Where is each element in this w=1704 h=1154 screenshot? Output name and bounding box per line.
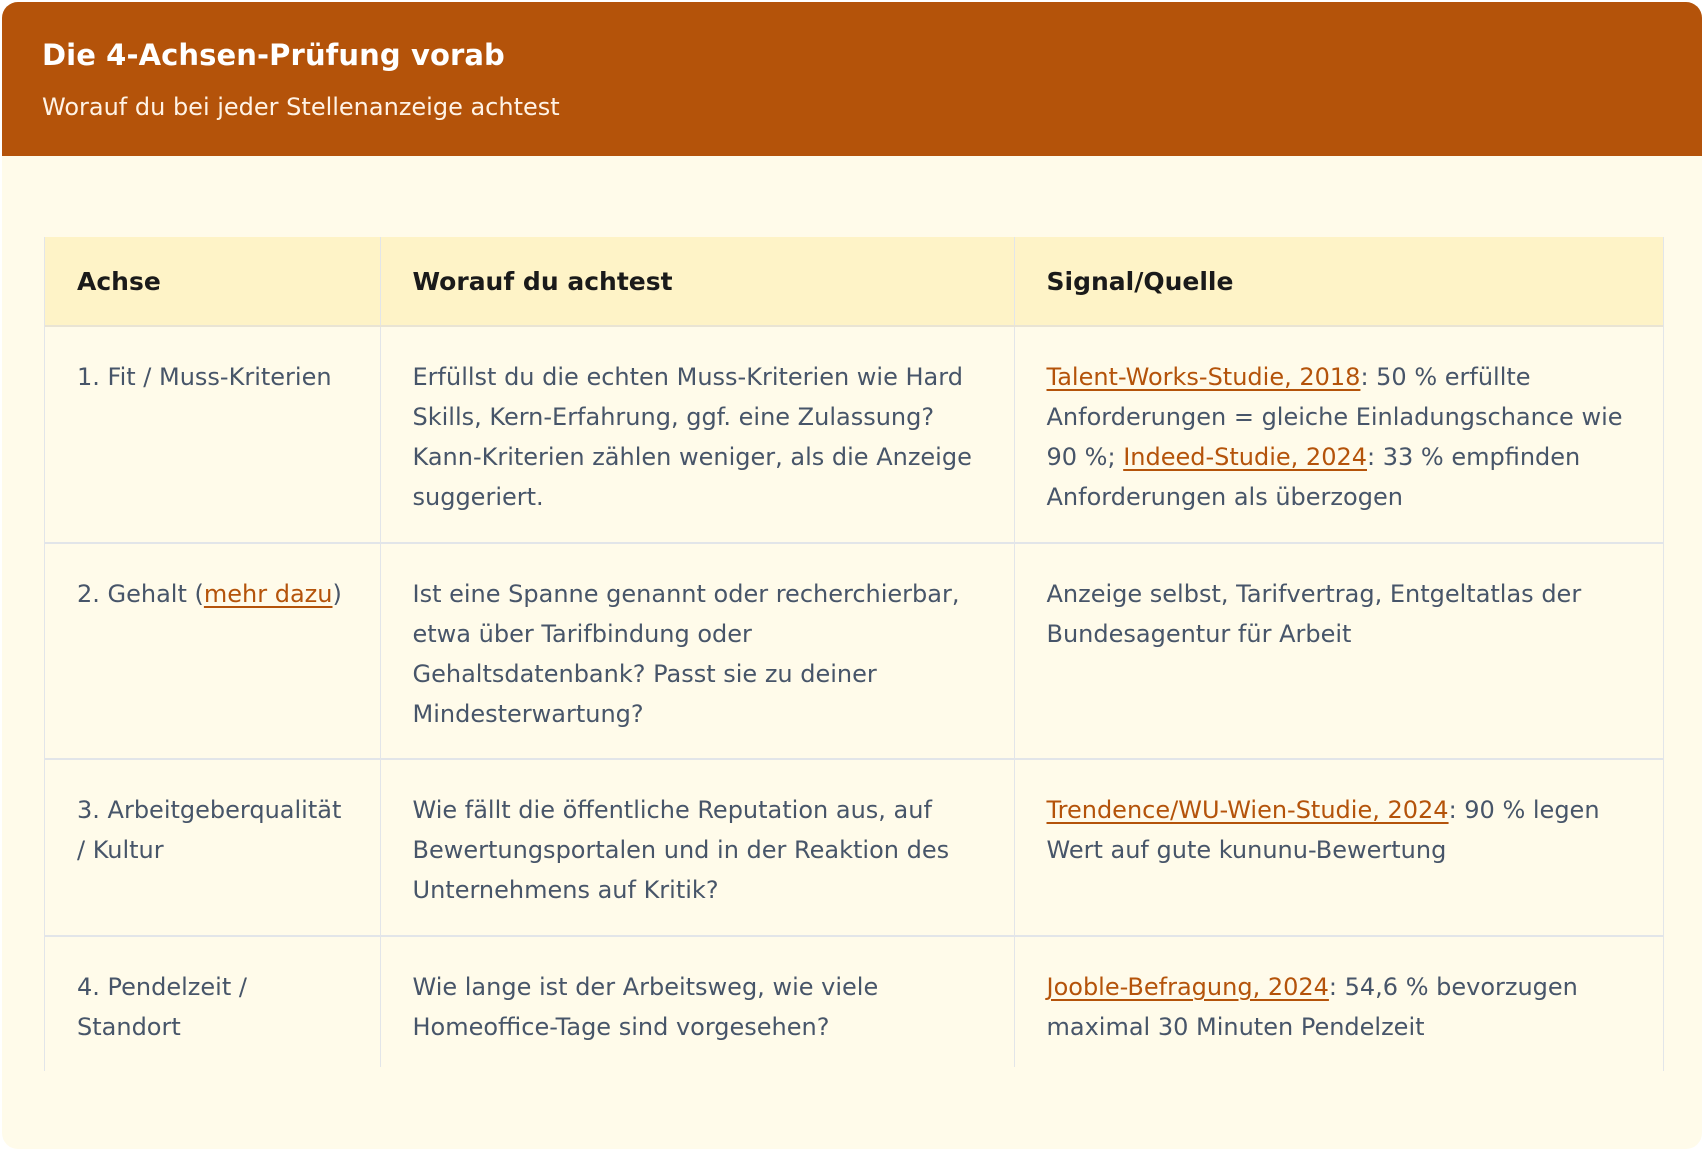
column-header-focus: Worauf du achtest bbox=[380, 237, 1014, 326]
table-row bbox=[45, 936, 1664, 1067]
table-row bbox=[45, 759, 1664, 936]
card-subtitle: Worauf du bei jeder Stellenanzeige achtest bbox=[42, 93, 560, 121]
info-card bbox=[2, 2, 1702, 1149]
column-header-signal: Signal/Quelle bbox=[1014, 237, 1664, 326]
source-link-talent-works[interactable]: Talent-Works-Studie, 2018 bbox=[1046, 363, 1361, 391]
cell-signal bbox=[1014, 543, 1664, 759]
table-header-row bbox=[45, 237, 1664, 326]
cell-axis bbox=[45, 543, 380, 759]
source-link-trendence[interactable]: Trendence/WU-Wien-Studie, 2024 bbox=[1046, 796, 1449, 824]
signal-text: : 54,6 % bevorzugen maximal 30 Minuten Pendelzeit bbox=[1046, 973, 1578, 1041]
cell-focus: Wie lange ist der Arbeitsweg, wie viele Homeoffice-Tage sind vorgesehen? bbox=[380, 936, 1014, 1067]
card-title: Die 4-Achsen-Prüfung vorab bbox=[42, 38, 505, 72]
table-row bbox=[45, 326, 1664, 543]
criteria-table bbox=[45, 237, 1664, 1067]
more-info-link[interactable]: mehr dazu bbox=[203, 580, 333, 608]
cell-focus: Wie fällt die öffentliche Reputation aus, auf Bewertungsportalen und in der Reaktion des Unternehmens auf Kritik? bbox=[380, 759, 1014, 936]
cell-signal bbox=[1014, 326, 1664, 543]
source-link-indeed[interactable]: Indeed-Studie, 2024 bbox=[1123, 443, 1367, 471]
axis-text: 2. Gehalt ( bbox=[77, 580, 204, 608]
cell-axis: 1. Fit / Muss-Kriterien bbox=[45, 326, 380, 543]
criteria-table-container bbox=[44, 237, 1664, 1071]
axis-text: ) bbox=[332, 580, 342, 608]
cell-signal bbox=[1014, 759, 1664, 936]
signal-text: : 50 % erfüllte Anforderungen = gleiche Einladungschance wie 90 %; bbox=[1046, 363, 1623, 471]
cell-focus: Ist eine Spanne genannt oder recherchierbar, etwa über Tarifbindung oder Gehaltsdatenbank? Passt sie zu deiner Mindesterwartung? bbox=[380, 543, 1014, 759]
card-header bbox=[2, 2, 1702, 156]
cell-axis: 4. Pendelzeit / Standort bbox=[45, 936, 380, 1067]
table-row bbox=[45, 543, 1664, 759]
signal-text: : 90 % legen Wert auf gute kununu-Bewertung bbox=[1046, 796, 1600, 864]
cell-focus: Erfüllst du die echten Muss-Kriterien wie Hard Skills, Kern-Erfahrung, ggf. eine Zulassung? Kann-Kriterien zählen weniger, als die Anzeige suggeriert. bbox=[380, 326, 1014, 543]
source-link-jooble[interactable]: Jooble-Befragung, 2024 bbox=[1046, 973, 1329, 1001]
signal-text: Anzeige selbst, Tarifvertrag, Entgeltatlas der Bundesagentur für Arbeit bbox=[1046, 580, 1582, 648]
signal-text: : 33 % empfinden Anforderungen als überzogen bbox=[1046, 443, 1581, 511]
cell-signal bbox=[1014, 936, 1664, 1067]
column-header-axis: Achse bbox=[45, 237, 380, 326]
cell-axis: 3. Arbeitgeberqualität / Kultur bbox=[45, 759, 380, 936]
